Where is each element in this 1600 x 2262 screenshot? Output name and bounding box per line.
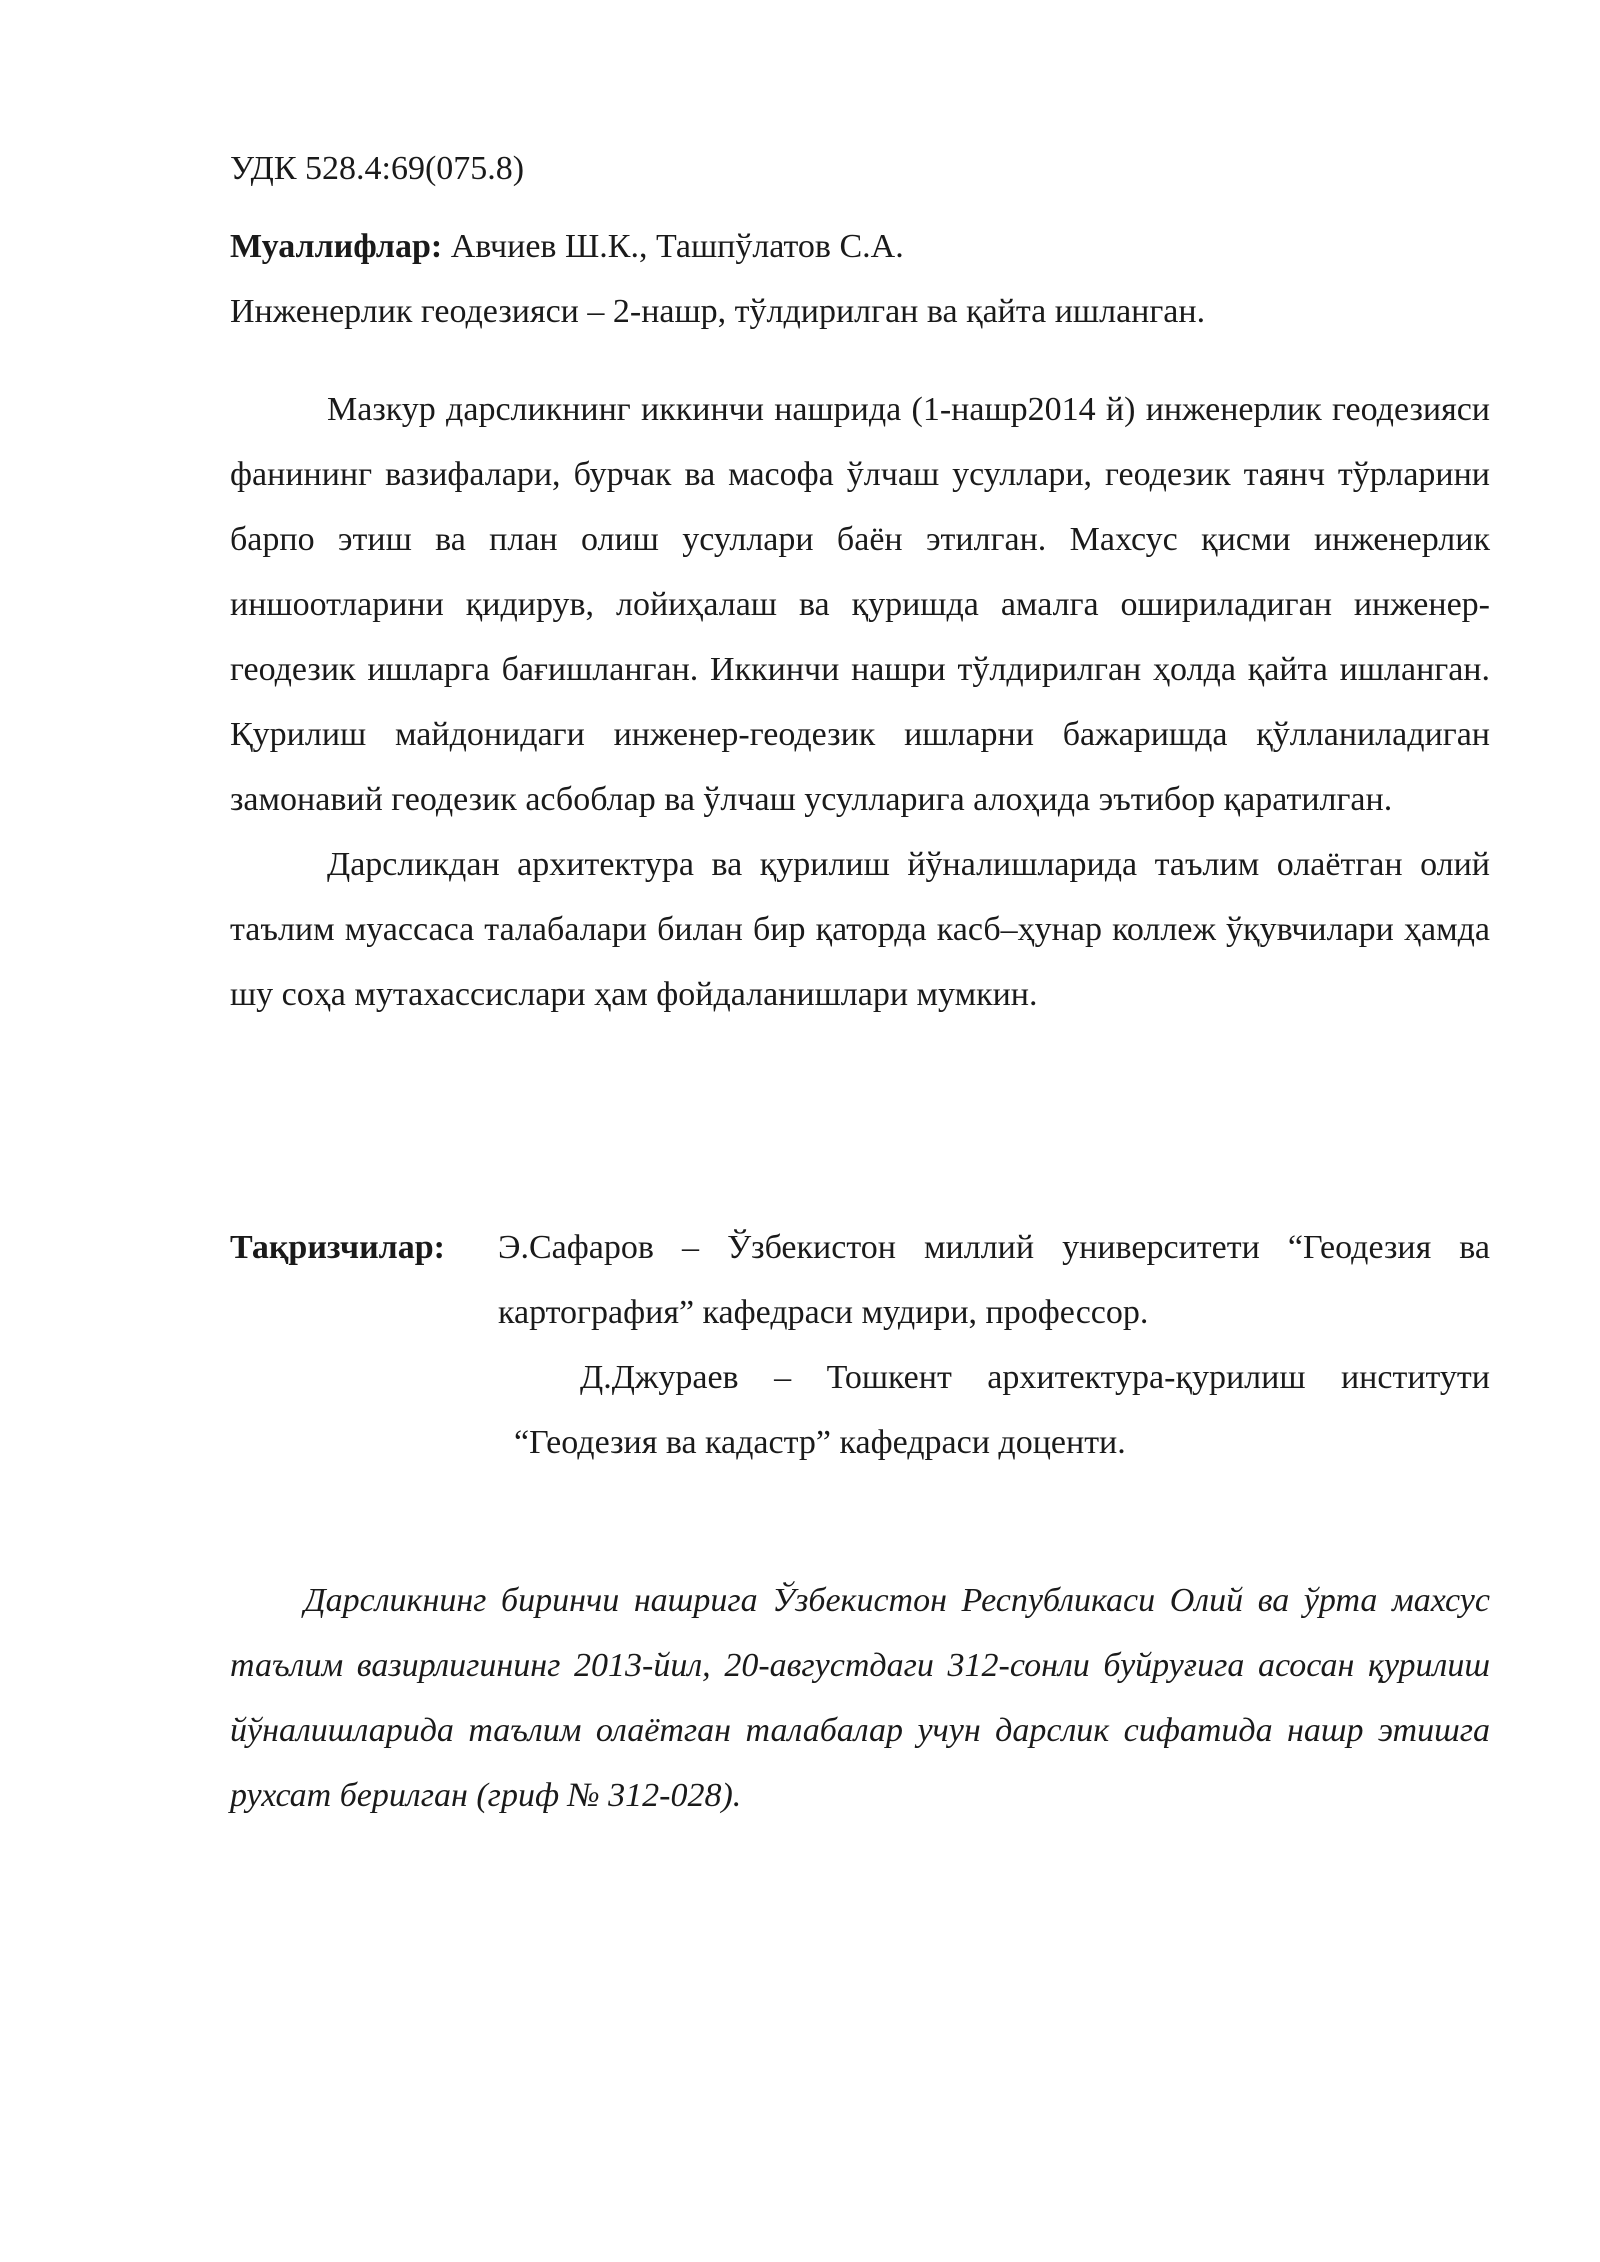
reviewers-label: Тақризчилар: (230, 1229, 445, 1266)
reviewer-2-line-1: Д.Джураев – Тошкент архитектура-қурилиш институти (580, 1359, 1490, 1396)
reviewer-2 (498, 1345, 1490, 1475)
book-subtitle: Инженерлик геодезияси – 2-нашр, тўлдирилган ва қайта ишланган. (230, 293, 1206, 330)
reviewer-1 (230, 1215, 1490, 1345)
reviewer-1-line-2: картография” кафедраси мудири, профессор. (498, 1294, 1149, 1331)
abstract-paragraph-1: Мазкур дарсликнинг иккинчи нашрида (1-нашр2014 й) инженерлик геодезияси фанининг вазифалари, бурчак ва масофа ўлчаш усуллари, геодезик таянч тўрларини барпо этиш ва план олиш усуллари баён этилган. Махсус қисми инженерлик иншоотларини қидирув, лойиҳалаш ва қуришда амалга ошириладиган инженер-геодезик ишларга бағишланган. Иккинчи нашри тўлдирилган ҳолда қайта ишланган. Қурилиш майдонидаги инженер-геодезик ишларни бажаришда қўлланиладиган замонавий геодезик асбоблар ва ўлчаш усулларига алоҳида эътибор қаратилган. (230, 391, 1490, 818)
reviewers-block (230, 1215, 1490, 1475)
abstract (230, 377, 1490, 1027)
approval-note (230, 1568, 1490, 1828)
authors-label: Муаллифлар: (230, 228, 443, 265)
abstract-paragraph-2: Дарсликдан архитектура ва қурилиш йўналишларида таълим олаётган олий таълим муассаса талабалари билан бир қаторда касб–ҳунар коллеж ўқувчилари ҳамда шу соҳа мутахассислари ҳам фойдаланишлари мумкин. (230, 846, 1490, 1013)
reviewer-2-line-2: “Геодезия ва кадастр” кафедраси доценти. (514, 1424, 1126, 1461)
approval-text: Дарсликнинг биринчи нашрига Ўзбекистон Республикаси Олий ва ўрта махсус таълим вазирлигининг 2013-йил, 20-августдаги 312-сонли буйруғига асосан қурилиш йўналишларида таълим олаётган талабалар учун дарслик сифатида нашр этишга рухсат берилган (гриф № 312-028). (230, 1582, 1490, 1814)
udk-code: УДК 528.4:69(075.8) (230, 150, 525, 187)
reviewer-1-line-1: Э.Сафаров – Ўзбекистон миллий университети “Геодезия ва (498, 1229, 1490, 1266)
authors-names: Авчиев Ш.К., Ташпўлатов С.А. (442, 228, 904, 265)
authors-line (230, 228, 904, 266)
